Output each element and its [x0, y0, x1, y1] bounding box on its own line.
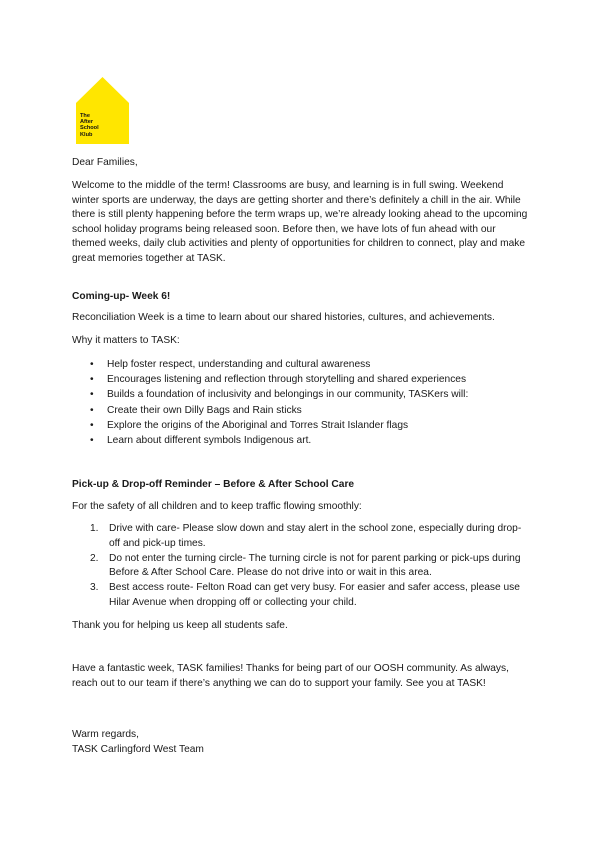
list-item: [72, 552, 522, 582]
list-item: • Builds a foundation of inclusivity and belongings in our community, TASKers will:: [72, 387, 532, 402]
pickup-heading: Pick-up & Drop-off Reminder – Before & After School Care: [72, 479, 355, 490]
greeting: Dear Families,: [72, 157, 138, 168]
list-item: [72, 581, 522, 611]
coming-up-heading: Coming-up- Week 6!: [72, 291, 171, 302]
pickup-intro: For the safety of all children and to keep traffic flowing smoothly:: [72, 501, 362, 512]
reconciliation-description: Reconciliation Week is a time to learn about our shared histories, cultures, and achievements.: [72, 312, 495, 323]
list-item-text: Do not enter the turning circle- The turning circle is not for parent parking or pick-ups during Before & After School Care. Please do not drive into or wait in this area.: [109, 552, 521, 579]
closing-paragraph: Have a fantastic week, TASK families! Thanks for being part of our OOSH community. As always, reach out to our team if there’s anything we can do to support your family. See you at TASK!: [72, 663, 509, 689]
thanks-line: Thank you for helping us keep all students safe.: [72, 620, 288, 631]
list-item: [72, 522, 522, 552]
signature: TASK Carlingford West Team: [72, 744, 204, 755]
list-number: 2.: [90, 552, 99, 564]
logo-wordmark: The After School Klub: [80, 113, 99, 138]
list-item: • Create their own Dilly Bags and Rain sticks: [72, 403, 532, 418]
list-number: 3.: [90, 582, 99, 594]
why-it-matters-label: Why it matters to TASK:: [72, 335, 180, 346]
intro-paragraph: Welcome to the middle of the term! Classrooms are busy, and learning is in full swing. Weekend winter sports are underway, the days are getting shorter and there’s definitely a chill in the air. While there is still plenty happening before the term wraps up, we’re already looking ahead to the upcoming school holiday programs being released soon. Before then, we have lots of fun ahead with our themed weeks, daily club activities and plenty of opportunities for children to connect, play and make great memories together at TASK.: [72, 180, 528, 264]
list-number: 1.: [90, 523, 99, 534]
reasons-list: [72, 357, 532, 448]
list-item: • Learn about different symbols Indigenous art.: [72, 433, 532, 448]
list-item-text: Drive with care- Please slow down and stay alert in the school zone, especially during drop-off and pick-up times.: [109, 523, 522, 549]
list-item: • Encourages listening and reflection through storytelling and shared experiences: [72, 372, 532, 387]
list-item-text: Best access route- Felton Road can get very busy. For easier and safer access, please use Hilar Avenue when dropping off or collecting your child.: [109, 582, 520, 608]
list-item: • Explore the origins of the Aboriginal and Torres Strait Islander flags: [72, 418, 532, 433]
task-logo: [76, 77, 129, 144]
list-item: • Help foster respect, understanding and cultural awareness: [72, 357, 532, 372]
signoff: Warm regards,: [72, 729, 139, 740]
pickup-rules-list: [72, 522, 522, 611]
